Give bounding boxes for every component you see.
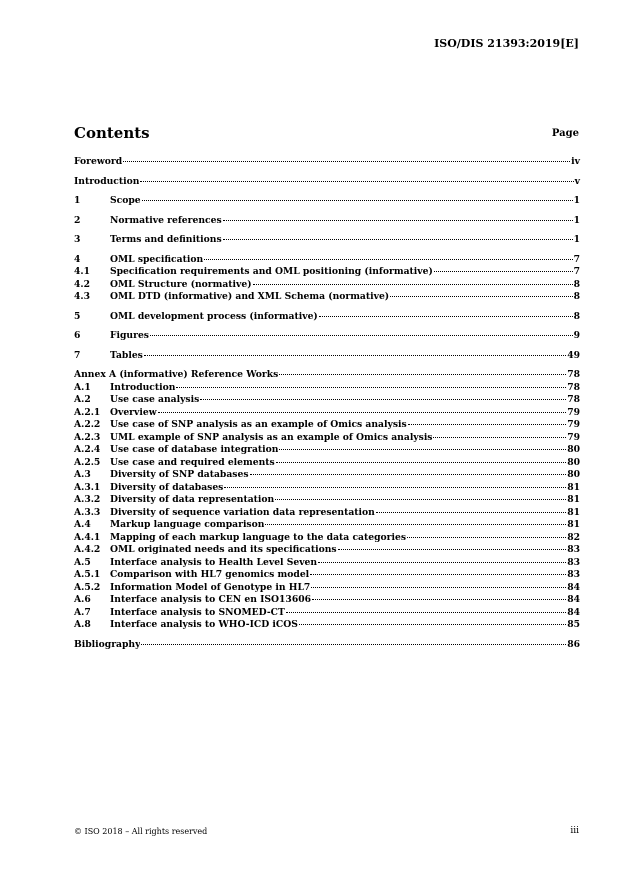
toc-entry-title: Introduction (110, 381, 176, 393)
toc-entry[interactable] (74, 407, 580, 420)
toc-entry-title: Scope (110, 195, 141, 206)
toc-dot-leader (265, 524, 566, 525)
toc-dot-leader (150, 335, 573, 336)
toc-entry-page: 8 (573, 278, 580, 290)
toc-entry[interactable] (74, 279, 580, 292)
toc-dot-leader (279, 449, 566, 450)
toc-entry-number: A.2.5 (74, 456, 101, 468)
toc-dot-leader (275, 499, 566, 500)
toc-entry-title: Terms and definitions (110, 234, 222, 245)
toc-entry[interactable] (74, 254, 580, 267)
toc-entry-number: A.2 (74, 394, 91, 405)
toc-entry-page: 49 (567, 349, 580, 361)
toc-entry-number: A.8 (74, 619, 91, 630)
toc-entry-number: A.5 (74, 556, 91, 568)
toc-entry-title: Use case of database integration (110, 444, 279, 455)
toc-entry[interactable] (74, 557, 580, 570)
toc-dot-leader (142, 200, 573, 201)
toc-entry[interactable] (74, 619, 580, 632)
toc-entry-number: A.3.2 (74, 494, 101, 505)
toc-entry-title: Figures (110, 330, 149, 341)
toc-entry-title: Diversity of SNP databases (110, 469, 249, 480)
toc-entry[interactable] (74, 350, 580, 363)
toc-dot-leader (140, 181, 573, 182)
toc-entry[interactable] (74, 594, 580, 607)
toc-entry-title: OML DTD (informative) and XML Schema (normative) (110, 291, 390, 302)
toc-entry-number: A.5.2 (74, 581, 101, 593)
toc-dot-leader (319, 316, 573, 317)
toc-dot-leader (433, 437, 566, 438)
toc-entry-title: OML originated needs and its specifications (110, 544, 337, 555)
toc-entry-page: 9 (573, 330, 580, 341)
toc-entry-number: A.5.1 (74, 569, 101, 580)
toc-dot-leader (141, 644, 566, 645)
toc-entry-page: 83 (567, 556, 580, 568)
toc-entry[interactable] (74, 607, 580, 620)
page-column-label: Page (551, 128, 579, 139)
toc-dot-leader (253, 284, 573, 285)
toc-entry[interactable] (74, 215, 580, 228)
toc-entry-title: UML example of SNP analysis as an example of Omics analysis (110, 431, 433, 443)
toc-entry-number: A.3.1 (74, 481, 101, 493)
page-title: Contents (74, 124, 150, 142)
toc-entry-title: OML specification (110, 253, 204, 265)
toc-dot-leader (176, 387, 566, 388)
toc-entry-page: 80 (567, 469, 580, 480)
toc-dot-leader (200, 399, 566, 400)
toc-entry-title: Diversity of data representation (110, 494, 275, 505)
toc-entry-page: 7 (573, 266, 580, 277)
toc-entry-page: 84 (567, 594, 580, 605)
toc-dot-leader (144, 355, 566, 356)
toc-dot-leader (223, 220, 573, 221)
toc-entry[interactable] (74, 176, 580, 189)
toc-entry[interactable] (74, 330, 580, 343)
toc-entry-page: 79 (567, 419, 580, 430)
toc-entry-page: 81 (567, 506, 580, 518)
toc-entry-number: A.2.2 (74, 419, 101, 430)
toc-entry-page: 1 (573, 234, 580, 245)
toc-entry[interactable] (74, 469, 580, 482)
toc-entry-page: iv (571, 156, 580, 167)
toc-entry[interactable] (74, 234, 580, 247)
toc-entry-number: 2 (74, 214, 81, 226)
toc-entry-page: 80 (567, 456, 580, 468)
toc-entry-number: A.6 (74, 594, 91, 605)
toc-entry-page: 83 (567, 544, 580, 555)
table-of-contents (74, 156, 580, 651)
toc-entry-number: A.3.3 (74, 506, 101, 518)
toc-entry-page: 7 (573, 253, 580, 265)
toc-entry[interactable] (74, 482, 580, 495)
toc-entry-page: 86 (567, 638, 580, 650)
copyright-notice: © ISO 2018 – All rights reserved (74, 827, 208, 836)
toc-dot-leader (224, 487, 566, 488)
toc-entry-number: A.1 (74, 381, 91, 393)
toc-entry-number: A.2.4 (74, 444, 101, 455)
toc-entry-title: Diversity of sequence variation data representation (110, 506, 375, 518)
toc-entry-number: 6 (74, 330, 81, 341)
toc-entry-page: 84 (567, 606, 580, 618)
toc-entry-title: Comparison with HL7 genomics model (110, 569, 310, 580)
toc-entry-number: 4.3 (74, 291, 90, 302)
toc-dot-leader (204, 259, 572, 260)
toc-dot-leader (408, 424, 567, 425)
toc-entry-page: 85 (567, 619, 580, 630)
toc-dot-leader (276, 462, 567, 463)
toc-entry-number: 7 (74, 349, 81, 361)
toc-entry-page: 81 (567, 494, 580, 505)
toc-entry-title: Bibliography (74, 638, 141, 650)
toc-entry-number: A.3 (74, 469, 91, 480)
toc-entry-title: Use case and required elements (110, 456, 275, 468)
toc-dot-leader (223, 239, 573, 240)
toc-entry-title: OML development process (informative) (110, 310, 318, 322)
toc-dot-leader (123, 161, 570, 162)
toc-entry-title: Introduction (74, 175, 140, 187)
toc-entry[interactable] (74, 394, 580, 407)
toc-dot-leader (311, 587, 566, 588)
toc-entry-page: 1 (573, 214, 580, 226)
toc-dot-leader (390, 296, 572, 297)
toc-entry[interactable] (74, 507, 580, 520)
toc-entry-page: 79 (567, 431, 580, 443)
toc-entry-number: 3 (74, 234, 81, 245)
toc-dot-leader (338, 549, 567, 550)
toc-entry-page: 81 (567, 519, 580, 530)
document-id: ISO/DIS 21393:2019[E] (434, 37, 579, 50)
toc-entry-number: A.7 (74, 606, 91, 618)
toc-entry-page: 84 (567, 581, 580, 593)
toc-entry[interactable] (74, 382, 580, 395)
toc-entry[interactable] (74, 419, 580, 432)
toc-entry-page: 81 (567, 481, 580, 493)
toc-entry[interactable] (74, 532, 580, 545)
toc-entry-title: Diversity of databases (110, 481, 224, 493)
toc-entry-title: Normative references (110, 214, 222, 226)
toc-entry-number: 4.1 (74, 266, 90, 277)
toc-entry-title: Use case of SNP analysis as an example of Omics analysis (110, 419, 407, 430)
toc-entry-page: v (574, 175, 580, 187)
toc-entry-title: Foreword (74, 156, 123, 167)
toc-entry-number: 4 (74, 253, 81, 265)
toc-entry-page: 80 (567, 444, 580, 455)
toc-entry[interactable] (74, 266, 580, 279)
toc-entry-page: 8 (573, 310, 580, 322)
toc-entry-page: 1 (573, 195, 580, 206)
toc-entry[interactable] (74, 311, 580, 324)
toc-entry[interactable] (74, 444, 580, 457)
toc-entry[interactable] (74, 432, 580, 445)
toc-entry[interactable] (74, 544, 580, 557)
toc-entry-title: Mapping of each markup language to the data categories (110, 531, 406, 543)
toc-dot-leader (279, 374, 566, 375)
toc-entry-number: A.4.2 (74, 544, 101, 555)
toc-entry[interactable] (74, 457, 580, 470)
toc-dot-leader (376, 512, 566, 513)
toc-entry-page: 82 (567, 531, 580, 543)
toc-entry-number: A.4.1 (74, 531, 101, 543)
toc-dot-leader (299, 624, 566, 625)
toc-entry-title: Use case analysis (110, 394, 200, 405)
toc-dot-leader (250, 474, 567, 475)
toc-dot-leader (310, 574, 566, 575)
toc-entry[interactable] (74, 369, 580, 382)
toc-entry-title: Specification requirements and OML positioning (informative) (110, 266, 433, 277)
toc-dot-leader (434, 271, 573, 272)
toc-dot-leader (286, 612, 566, 613)
toc-entry-title: Interface analysis to CEN en ISO13606 (110, 594, 312, 605)
toc-entry-page: 78 (567, 394, 580, 405)
toc-entry-title: Interface analysis to SNOMED-CT (110, 606, 285, 618)
toc-entry[interactable] (74, 569, 580, 582)
toc-entry-page: 83 (567, 569, 580, 580)
toc-entry-number: A.4 (74, 519, 91, 530)
footer-page-number: iii (570, 826, 579, 836)
toc-entry[interactable] (74, 195, 580, 208)
toc-entry-number: A.2.3 (74, 431, 101, 443)
toc-entry[interactable] (74, 291, 580, 304)
toc-entry[interactable] (74, 494, 580, 507)
toc-entry-title: Tables (110, 349, 143, 361)
toc-dot-leader (407, 537, 566, 538)
toc-entry-number: 4.2 (74, 278, 90, 290)
toc-dot-leader (312, 599, 566, 600)
toc-entry-number: 1 (74, 195, 81, 206)
toc-entry-title: Markup language comparison (110, 519, 265, 530)
toc-dot-leader (158, 412, 567, 413)
toc-entry-title: Information Model of Genotype in HL7 (110, 581, 311, 593)
toc-entry-page: 78 (567, 381, 580, 393)
toc-entry-page: 8 (573, 291, 580, 302)
toc-entry-page: 79 (567, 406, 580, 418)
toc-entry-page: 78 (567, 369, 580, 380)
toc-entry-number: 5 (74, 310, 81, 322)
toc-entry-title: OML Structure (normative) (110, 278, 252, 290)
toc-entry-title: Interface analysis to WHO-ICD iCOS (110, 619, 298, 630)
toc-entry-title: Overview (110, 406, 157, 418)
toc-dot-leader (318, 562, 566, 563)
toc-entry-number: A.2.1 (74, 406, 101, 418)
toc-entry[interactable] (74, 156, 580, 169)
toc-entry[interactable] (74, 639, 580, 652)
toc-entry[interactable] (74, 519, 580, 532)
toc-entry[interactable] (74, 582, 580, 595)
toc-entry-title: Annex A (informative) Reference Works (74, 369, 279, 380)
toc-entry-title: Interface analysis to Health Level Seven (110, 556, 318, 568)
